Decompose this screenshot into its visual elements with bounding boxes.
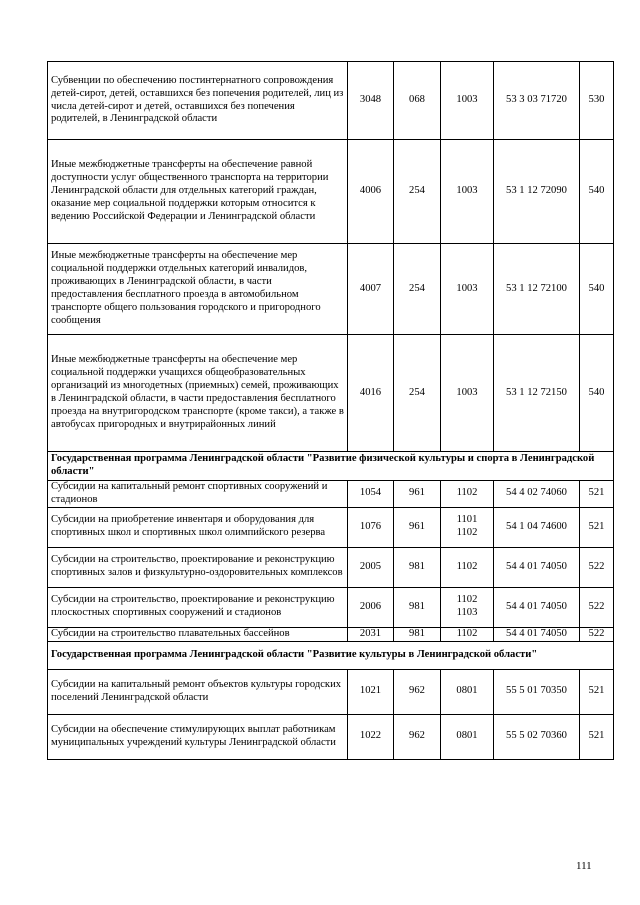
cell-name: Иные межбюджетные трансферты на обеспечение мер социальной поддержки учащихся общеобразовательных организаций из многодетных (приемных) семей, проживающих в Ленинградской области, в части предоставления бесплатного проезда на внутригородском транспорте (кроме такси), а также в автобусах пригородных и внутрирайонных линий (48, 335, 348, 452)
section-code: 1102 (456, 560, 478, 572)
cell-name: Субсидии на приобретение инвентаря и оборудования для спортивных школ и спортивных школ олимпийского резерва (48, 507, 348, 547)
cell-grbs: 254 (394, 335, 441, 452)
cell-section (441, 140, 494, 244)
cell-grbs: 254 (394, 140, 441, 244)
table-row (48, 140, 614, 244)
cell-csr: 53 3 03 71720 (494, 62, 580, 140)
cell-csr: 54 4 02 74060 (494, 480, 580, 507)
cell-code: 1076 (348, 507, 394, 547)
table-row (48, 62, 614, 140)
cell-section (441, 627, 494, 641)
cell-csr: 54 4 01 74050 (494, 547, 580, 587)
cell-code: 1054 (348, 480, 394, 507)
program-title: Государственная программа Ленинградской области "Развитие культуры в Ленинградской области" (48, 641, 614, 669)
program-title: Государственная программа Ленинградской области "Развитие физической культуры и спорта в Ленинградской области" (48, 452, 614, 481)
program-header-row (48, 452, 614, 481)
cell-vr: 540 (580, 140, 614, 244)
budget-table (47, 61, 614, 760)
cell-section (441, 507, 494, 547)
cell-section (441, 714, 494, 759)
cell-csr: 55 5 02 70360 (494, 714, 580, 759)
cell-vr: 521 (580, 480, 614, 507)
cell-name: Субсидии на строительство, проектирование и реконструкцию плоскостных спортивных сооружений и стадионов (48, 587, 348, 627)
cell-code: 2005 (348, 547, 394, 587)
cell-vr: 530 (580, 62, 614, 140)
cell-vr: 521 (580, 507, 614, 547)
section-code: 1003 (456, 185, 478, 197)
cell-grbs: 254 (394, 244, 441, 335)
table-row (48, 547, 614, 587)
program-header-row (48, 641, 614, 669)
cell-code: 3048 (348, 62, 394, 140)
section-code: 1003 (456, 282, 478, 294)
cell-csr: 55 5 01 70350 (494, 669, 580, 714)
section-code: 1003 (456, 94, 478, 106)
cell-vr: 521 (580, 669, 614, 714)
cell-vr: 522 (580, 587, 614, 627)
cell-code: 1021 (348, 669, 394, 714)
cell-code: 4007 (348, 244, 394, 335)
cell-code: 4016 (348, 335, 394, 452)
cell-vr: 522 (580, 627, 614, 641)
cell-csr: 54 4 01 74050 (494, 627, 580, 641)
section-code: 0801 (456, 730, 478, 742)
cell-name: Субсидии на строительство, проектирование и реконструкцию спортивных залов и физкультурно-оздоровительных комплексов (48, 547, 348, 587)
section-code: 1102 (456, 487, 478, 499)
cell-csr: 54 1 04 74600 (494, 507, 580, 547)
cell-section (441, 547, 494, 587)
section-code: 1003 (456, 386, 478, 398)
cell-code: 4006 (348, 140, 394, 244)
cell-vr: 521 (580, 714, 614, 759)
table-row (48, 714, 614, 759)
table-row (48, 669, 614, 714)
table-row (48, 335, 614, 452)
cell-csr: 54 4 01 74050 (494, 587, 580, 627)
cell-name: Субвенции по обеспечению постинтернатного сопровождения детей-сирот, детей, оставшихся без попечения родителей, лиц из числа детей-сирот и детей, оставшихся без попечения родителей, в Ленинградской области (48, 62, 348, 140)
cell-section (441, 480, 494, 507)
section-code: 1103 (456, 607, 478, 619)
table-row (48, 244, 614, 335)
table-body (48, 62, 614, 760)
table-row (48, 507, 614, 547)
cell-code: 2031 (348, 627, 394, 641)
cell-grbs: 981 (394, 547, 441, 587)
cell-grbs: 981 (394, 587, 441, 627)
section-code: 0801 (456, 685, 478, 697)
cell-grbs: 961 (394, 480, 441, 507)
cell-section (441, 669, 494, 714)
cell-grbs: 962 (394, 714, 441, 759)
cell-name: Иные межбюджетные трансферты на обеспечение мер социальной поддержки отдельных категорий инвалидов, проживающих в Ленинградской области, в части предоставления бесплатного проезда в автомобильном транспорте общего пользования городского и пригородного сообщения (48, 244, 348, 335)
table-row (48, 480, 614, 507)
cell-vr: 540 (580, 335, 614, 452)
cell-code: 2006 (348, 587, 394, 627)
cell-csr: 53 1 12 72090 (494, 140, 580, 244)
cell-name: Субсидии на строительство плавательных бассейнов (48, 627, 348, 641)
cell-name: Субсидии на капитальный ремонт спортивных сооружений и стадионов (48, 480, 348, 507)
cell-vr: 540 (580, 244, 614, 335)
cell-name: Субсидии на обеспечение стимулирующих выплат работникам муниципальных учреждений культуры Ленинградской области (48, 714, 348, 759)
table-row (48, 587, 614, 627)
section-code: 1102 (456, 527, 478, 539)
cell-grbs: 962 (394, 669, 441, 714)
table-row (48, 627, 614, 641)
cell-section (441, 62, 494, 140)
section-code: 1101 (456, 514, 478, 526)
cell-name: Иные межбюджетные трансферты на обеспечение равной доступности услуг общественного транспорта на территории Ленинградской области для отдельных категорий граждан, оказание мер социальной поддержки которым относится к ведению Российской Федерации и Ленинградской области (48, 140, 348, 244)
page-number: 111 (576, 860, 592, 872)
section-code: 1102 (456, 594, 478, 606)
cell-csr: 53 1 12 72100 (494, 244, 580, 335)
cell-csr: 53 1 12 72150 (494, 335, 580, 452)
section-code: 1102 (456, 627, 478, 639)
cell-section (441, 587, 494, 627)
cell-section (441, 244, 494, 335)
cell-grbs: 981 (394, 627, 441, 641)
cell-section (441, 335, 494, 452)
cell-grbs: 961 (394, 507, 441, 547)
cell-name: Субсидии на капитальный ремонт объектов культуры городских поселений Ленинградской области (48, 669, 348, 714)
cell-grbs: 068 (394, 62, 441, 140)
cell-vr: 522 (580, 547, 614, 587)
cell-code: 1022 (348, 714, 394, 759)
